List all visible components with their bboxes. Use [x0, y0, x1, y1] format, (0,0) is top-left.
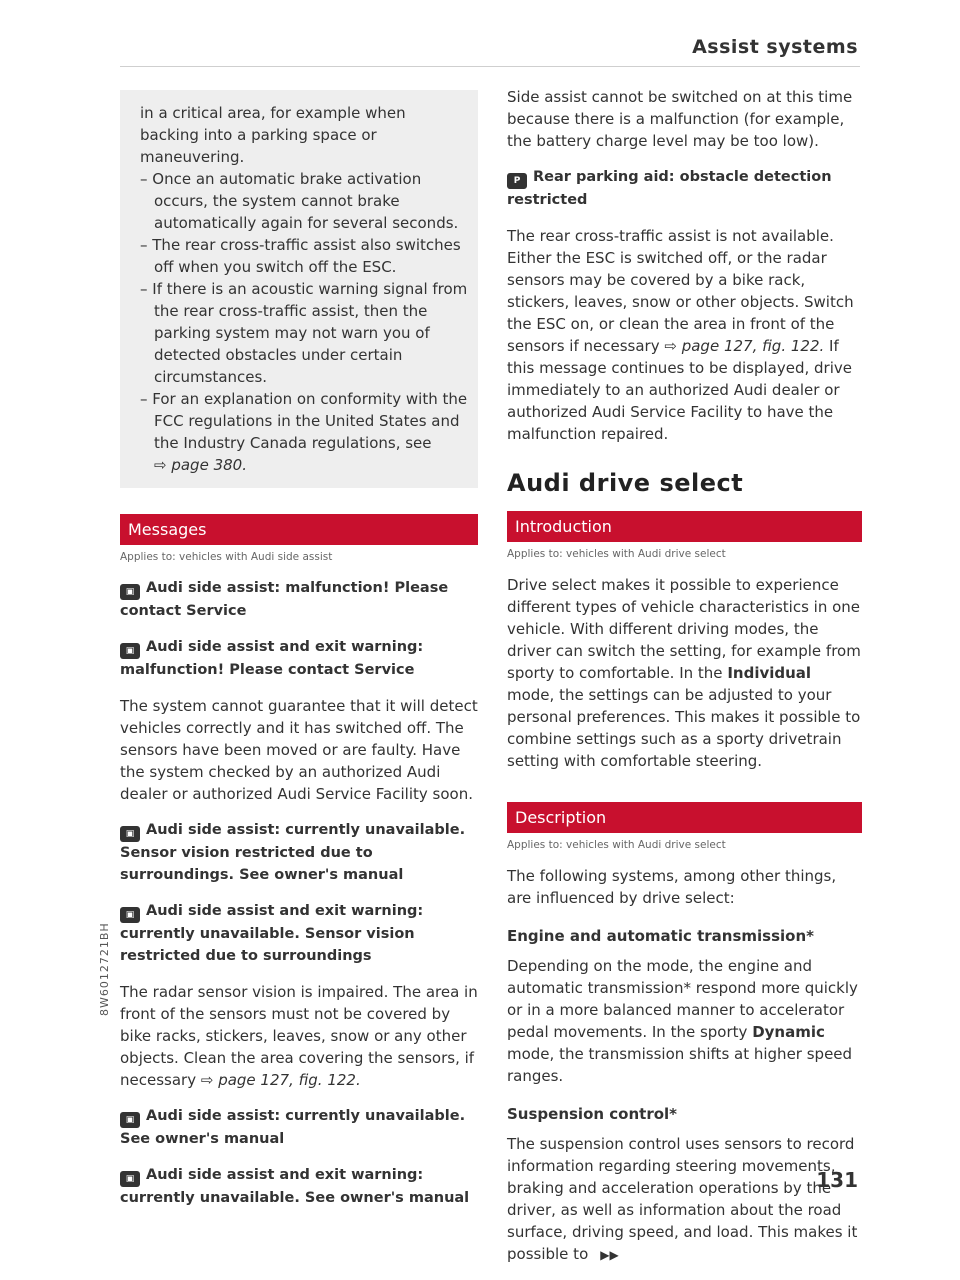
message-title — [120, 1105, 478, 1150]
page-header-title: Assist systems — [692, 36, 858, 58]
note-box — [120, 90, 478, 488]
vehicle-warning-icon: ▣ — [120, 826, 140, 842]
introduction-heading: Introduction — [507, 511, 862, 542]
intro-text-part: mode, the settings can be adjusted to your personal preferences. This makes it possible to combine settings such as a sporty drivetrain setting with comfortable steering. — [507, 686, 861, 770]
description-heading: Description — [507, 802, 862, 833]
message-title — [120, 577, 478, 622]
header-divider — [120, 66, 860, 67]
message-title — [120, 636, 478, 681]
vehicle-warning-icon: ▣ — [120, 584, 140, 600]
engine-text — [507, 955, 862, 1087]
message-text: Audi side assist and exit warning: currently unavailable. See owner's manual — [120, 1167, 470, 1206]
section-title: Audi drive select — [507, 469, 744, 497]
note-item: – The rear cross-traffic assist also switches off when you switch off the ESC. — [140, 236, 461, 276]
message-text: Audi side assist: currently unavailable. Sensor vision restricted due to surroundings. See owner's manual — [120, 822, 466, 883]
message-text: Rear parking aid: obstacle detection restricted — [507, 169, 832, 208]
right-column — [507, 86, 862, 1280]
engine-heading: Engine and automatic transmission* — [507, 927, 814, 945]
page-number: 131 — [816, 1168, 858, 1192]
intro-text-part: Drive select makes it possible to experience different types of vehicle characteristics in one vehicle. With different driving modes, the driver can switch the setting, for example from sporty to comfortable. In the — [507, 576, 861, 682]
parking-aid-icon: P — [507, 173, 527, 189]
side-assist-unavailable-text: Side assist cannot be switched on at this time because there is a malfunction (for example, the battery charge level may be too low). — [507, 88, 853, 150]
note-lead: in a critical area, for example when backing into a parking space or maneuvering. — [140, 104, 406, 166]
vehicle-warning-icon: ▣ — [120, 1171, 140, 1187]
message-text: Audi side assist and exit warning: currently unavailable. Sensor vision restricted due to surroundings — [120, 903, 424, 964]
message-explanation: The system cannot guarantee that it will detect vehicles correctly and it has switched off. The sensors have been moved or are faulty. Have the system checked by an authorized Audi dealer or authorized Audi Service Facility soon. — [120, 697, 478, 803]
suspension-text — [507, 1133, 862, 1266]
engine-text-part: Depending on the mode, the engine and automatic transmission* respond more quickly or in a more balanced manner to accelerator pedal movements. In the sporty — [507, 957, 858, 1041]
introduction-applies-to: Applies to: vehicles with Audi drive select — [507, 548, 726, 560]
introduction-text — [507, 574, 862, 772]
explanation-text: The radar sensor vision is impaired. The area in front of the sensors must not be covered by bike racks, stickers, leaves, snow or any other objects. Clean the area covering the sensors, if necessary — [120, 983, 478, 1089]
vehicle-warning-icon: ▣ — [120, 1112, 140, 1128]
note-item: – If there is an acoustic warning signal from the rear cross-traffic assist, then the parking system may not warn you of detected obstacles under certain circumstances. — [140, 280, 468, 386]
suspension-text-part: The suspension control uses sensors to record information regarding steering movements, braking and acceleration operations by the driver, as well as information about the road surface, driving speed, and load. This makes it possible to — [507, 1135, 858, 1263]
vehicle-warning-icon: ▣ — [120, 643, 140, 659]
explanation-text: The rear cross-traffic assist is not available. Either the ESC is switched off, or the radar sensors may be covered by a bike rack, stickers, leaves, snow or other objects. Switch the ESC on, or clean the area in front of the sensors if necessary — [507, 227, 854, 355]
message-text: Audi side assist: malfunction! Please contact Service — [120, 580, 449, 619]
message-explanation — [120, 981, 478, 1091]
description-applies-to: Applies to: vehicles with Audi drive select — [507, 839, 726, 851]
message-title — [120, 900, 478, 967]
page-reference-link[interactable]: ⇨ page 127, fig. 122. — [200, 1071, 361, 1089]
engine-text-part: mode, the transmission shifts at higher speed ranges. — [507, 1045, 853, 1085]
left-column — [120, 76, 478, 1223]
messages-heading: Messages — [120, 514, 478, 545]
note-item-text: – For an explanation on conformity with the FCC regulations in the United States and the Industry Canada regulations, see — [140, 390, 468, 452]
message-title — [120, 819, 478, 886]
message-title — [507, 166, 862, 211]
continue-arrow-icon: ▶▶ — [600, 1248, 619, 1262]
vehicle-warning-icon: ▣ — [120, 907, 140, 923]
rear-parking-explanation — [507, 225, 862, 445]
message-text: Audi side assist and exit warning: malfunction! Please contact Service — [120, 639, 424, 678]
note-list — [140, 168, 468, 476]
intro-bold-term: Individual — [727, 664, 812, 682]
page-reference-link[interactable]: ⇨ page 127, fig. 122. — [664, 337, 825, 355]
document-code: 8W6012721BH — [98, 922, 111, 1016]
engine-bold-term: Dynamic — [752, 1023, 825, 1041]
suspension-heading: Suspension control* — [507, 1105, 678, 1123]
message-text: Audi side assist: currently unavailable. See owner's manual — [120, 1108, 466, 1147]
note-item: – Once an automatic brake activation occurs, the system cannot brake automatically again for several seconds. — [140, 170, 459, 232]
description-text: The following systems, among other things, are influenced by drive select: — [507, 867, 837, 907]
page-reference-link[interactable]: ⇨ page 380. — [154, 456, 247, 474]
note-item — [140, 388, 468, 476]
messages-applies-to: Applies to: vehicles with Audi side assist — [120, 551, 333, 563]
explanation-text: If this message continues to be displayed, drive immediately to an authorized Audi dealer or authorized Audi Service Facility to have the malfunction repaired. — [507, 337, 852, 443]
message-title — [120, 1164, 478, 1209]
